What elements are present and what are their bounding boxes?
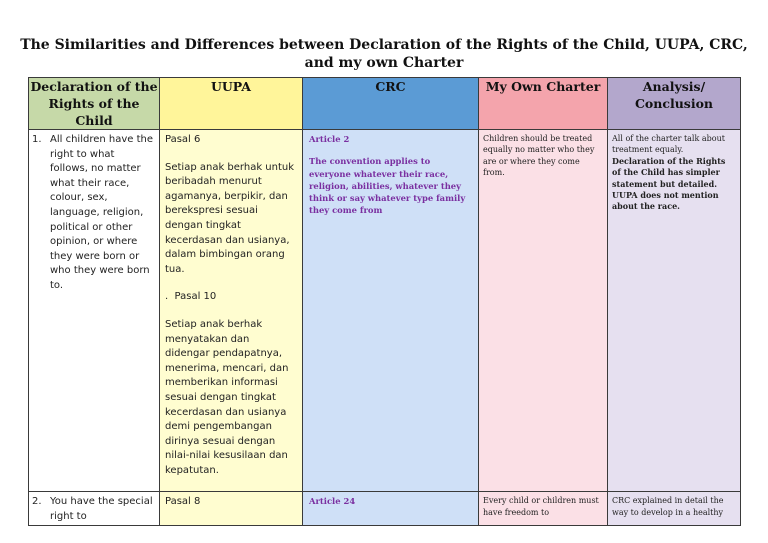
uupa-pasal-heading-2 xyxy=(165,290,297,305)
comparison-table xyxy=(28,77,741,526)
table-row xyxy=(29,492,741,525)
title-line-1: The Similarities and Differences between Declaration of the Rights of the Child, UUPA, CRC, xyxy=(20,37,748,53)
crc-article: Article 2 xyxy=(309,134,350,144)
crc-cell xyxy=(303,130,479,492)
declaration-text: All children have the right to what follows, no matter what their race, colour, sex, language, religion, political or other opinion, or where they were born or who they were born to. xyxy=(50,134,154,291)
analysis-cell xyxy=(608,130,741,492)
analysis-text: All of the charter talk about treatment equaly. xyxy=(612,134,725,155)
table-header-row xyxy=(29,78,741,130)
header-crc: CRC xyxy=(303,78,479,130)
charter-cell xyxy=(479,492,608,525)
document-title xyxy=(0,36,768,72)
uupa-bullet: . xyxy=(165,291,169,303)
crc-cell xyxy=(303,492,479,525)
declaration-cell xyxy=(29,130,160,492)
title-line-2: and my own Charter xyxy=(304,55,464,71)
charter-text: Children should be treated equally no matter who they are or where they come from. xyxy=(483,134,595,178)
uupa-pasal-text-2: Setiap anak berhak menyatakan dan didengar pendapatnya, menerima, mencari, dan memberikan informasi sesuai dengan tingkat kecerdasan dan usianya demi pengembangan dirinya sesuai dengan nilai-nilai kesusilaan dan kepatutan. xyxy=(165,318,289,476)
item-number: 1. xyxy=(32,134,42,145)
uupa-pasal-label-2: Pasal 10 xyxy=(174,291,217,303)
table-row xyxy=(29,130,741,492)
declaration-cell xyxy=(29,492,160,525)
crc-text: The convention applies to everyone whatever their race, religion, abilities, whatever they think or say whatever type family they come from xyxy=(309,156,466,216)
header-uupa: UUPA xyxy=(160,78,303,130)
uupa-cell xyxy=(160,130,303,492)
analysis-bold-text: Declaration of the Rights of the Child has simpler statement but detailed. UUPA does not mention about the race. xyxy=(612,155,726,212)
uupa-pasal-heading: Pasal 8 xyxy=(165,496,201,508)
analysis-text: CRC explained in detail the way to develop in a healthy xyxy=(612,496,724,517)
crc-article: Article 24 xyxy=(309,496,356,507)
charter-cell xyxy=(479,130,608,492)
uupa-cell xyxy=(160,492,303,525)
charter-text: Every child or children must have freedom to xyxy=(483,496,599,517)
uupa-pasal-text: Setiap anak berhak untuk beribadah menurut agamanya, berpikir, dan berekspresi sesuai dengan tingkat kecerdasan dan usianya, dalam bimbingan orang tua. xyxy=(165,161,295,275)
uupa-pasal-heading: Pasal 6 xyxy=(165,134,201,145)
declaration-text: You have the special right to xyxy=(50,496,153,523)
header-analysis-conclusion: Analysis/ Conclusion xyxy=(608,78,741,130)
item-number: 2. xyxy=(32,496,42,508)
header-my-own-charter: My Own Charter xyxy=(479,78,608,130)
analysis-cell xyxy=(608,492,741,525)
header-declaration: Declaration of the Rights of the Child xyxy=(30,79,158,128)
